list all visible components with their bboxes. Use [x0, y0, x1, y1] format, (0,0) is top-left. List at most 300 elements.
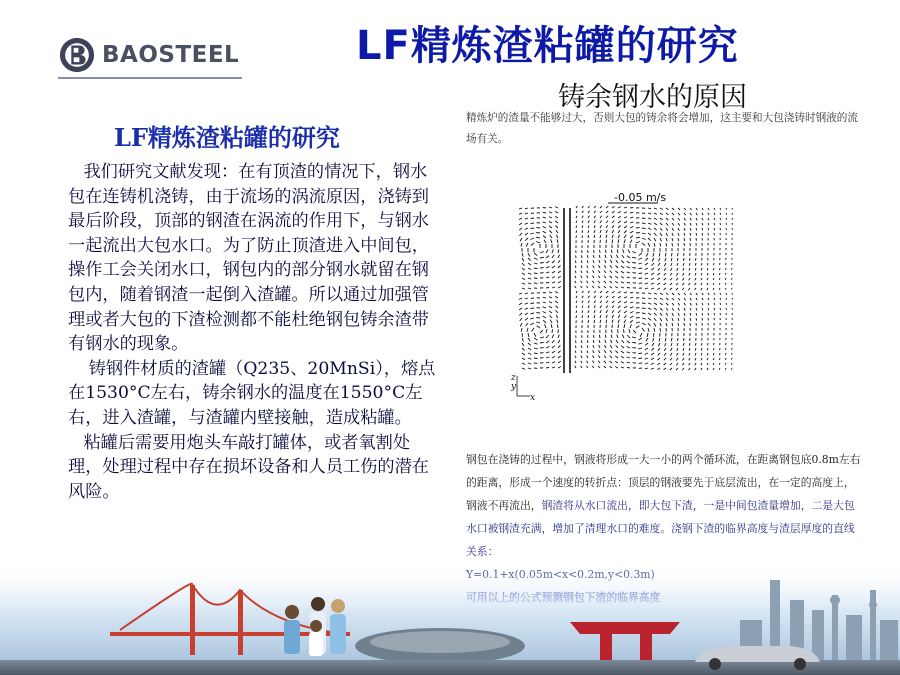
velocity-vector: [611, 250, 612, 254]
velocity-vector: [660, 323, 661, 326]
velocity-vector: [713, 358, 714, 360]
velocity-vector: [612, 206, 615, 208]
velocity-vector: [725, 368, 726, 370]
velocity-vector: [696, 313, 697, 316]
velocity-vector: [611, 340, 613, 343]
velocity-vector: [645, 363, 648, 364]
velocity-vector: [672, 233, 673, 236]
velocity-vector: [540, 257, 544, 258]
velocity-vector: [683, 353, 684, 356]
velocity-vector: [672, 208, 674, 210]
velocity-vector: [586, 366, 588, 368]
velocity-vector: [659, 258, 661, 261]
velocity-vector: [540, 342, 544, 343]
velocity-vector: [528, 263, 531, 265]
velocity-vector: [682, 283, 684, 285]
velocity-vector: [521, 243, 522, 247]
velocity-vector: [648, 328, 649, 332]
velocity-vector: [702, 223, 703, 225]
velocity-vector: [581, 276, 582, 278]
velocity-vector: [671, 258, 672, 261]
velocity-vector: [684, 238, 685, 241]
velocity-vector: [665, 343, 666, 346]
velocity-vector: [534, 333, 536, 337]
logo-text: BAOSTEEL: [102, 42, 240, 68]
velocity-vector: [604, 356, 606, 358]
velocity-vector: [677, 263, 678, 266]
velocity-vector: [594, 216, 596, 218]
velocity-vector: [684, 223, 685, 226]
velocity-vector: [678, 298, 680, 300]
velocity-vector: [632, 263, 636, 264]
velocity-vector: [658, 268, 660, 271]
velocity-vector: [707, 358, 708, 360]
velocity-vector: [636, 322, 640, 323]
velocity-vector: [576, 301, 577, 303]
velocity-vector: [555, 207, 558, 208]
velocity-vector: [530, 238, 534, 240]
velocity-vector: [683, 263, 684, 266]
velocity-vector: [714, 293, 715, 295]
velocity-vector: [552, 261, 555, 264]
velocity-vector: [536, 322, 540, 323]
axis-x-label: x: [530, 393, 536, 403]
velocity-vector: [536, 242, 540, 244]
velocity-vector: [708, 308, 709, 310]
velocity-vector: [546, 261, 549, 263]
velocity-vector: [648, 318, 651, 320]
velocity-vector: [581, 281, 582, 283]
velocity-vector: [713, 363, 714, 365]
velocity-vector: [624, 226, 627, 228]
velocity-vector: [606, 211, 608, 213]
velocity-vector: [696, 318, 697, 321]
velocity-vector: [528, 368, 531, 369]
velocity-vector: [594, 315, 595, 318]
velocity-vector: [555, 221, 558, 223]
velocity-vector: [642, 313, 646, 314]
velocity-vector: [522, 358, 525, 360]
velocity-vector: [670, 288, 672, 290]
velocity-vector: [683, 348, 684, 351]
velocity-vector: [720, 298, 721, 300]
velocity-vector: [552, 271, 555, 273]
velocity-vector: [678, 223, 680, 226]
velocity-vector: [678, 323, 679, 326]
velocity-vector: [556, 315, 558, 318]
velocity-vector: [636, 233, 640, 234]
velocity-vector: [720, 303, 721, 305]
velocity-vector: [576, 231, 577, 234]
velocity-vector: [525, 303, 528, 304]
velocity-vector: [528, 343, 531, 345]
velocity-vector: [648, 208, 651, 209]
velocity-vector: [645, 348, 648, 350]
velocity-vector: [696, 308, 697, 311]
velocity-vector: [677, 268, 678, 271]
velocity-vector: [556, 230, 558, 233]
velocity-vector: [617, 249, 618, 253]
velocity-vector: [522, 278, 525, 280]
velocity-vector: [600, 310, 601, 313]
velocity-vector: [534, 268, 538, 269]
velocity-vector: [708, 303, 709, 305]
velocity-vector: [610, 350, 612, 353]
velocity-vector: [684, 218, 686, 220]
velocity-vector: [648, 323, 650, 326]
velocity-vector: [638, 263, 642, 264]
velocity-vector: [546, 329, 547, 333]
velocity-vector: [549, 231, 552, 234]
velocity-vector: [582, 301, 583, 303]
velocity-vector: [618, 306, 621, 308]
velocity-vector: [582, 225, 583, 228]
velocity-vector: [627, 277, 630, 278]
velocity-vector: [701, 348, 702, 351]
velocity-vector: [599, 345, 600, 348]
velocity-vector: [612, 296, 615, 298]
velocity-vector: [659, 253, 660, 257]
velocity-vector: [522, 368, 525, 369]
velocity-vector: [624, 315, 627, 318]
velocity-vector: [552, 255, 554, 258]
velocity-vector: [664, 268, 666, 271]
velocity-vector: [689, 358, 690, 360]
velocity-vector: [520, 318, 522, 321]
velocity-vector: [654, 308, 657, 310]
velocity-vector: [612, 221, 614, 223]
velocity-vector: [684, 313, 685, 316]
velocity-vector: [714, 223, 715, 225]
velocity-vector: [576, 211, 577, 213]
velocity-vector: [648, 293, 651, 294]
velocity-vector: [725, 358, 726, 360]
velocity-vector: [666, 308, 668, 311]
velocity-vector: [654, 223, 657, 225]
velocity-vector: [587, 271, 588, 274]
velocity-vector: [645, 258, 648, 261]
velocity-vector: [642, 318, 646, 319]
velocity-vector: [651, 353, 654, 355]
velocity-vector: [546, 282, 549, 283]
velocity-vector: [576, 216, 577, 218]
velocity-vector: [695, 273, 696, 275]
velocity-vector: [549, 212, 552, 213]
paragraph-research: 我们研究文献发现：在有顶渣的情况下，钢水包在连铸机浇铸，由于流场的涡流原因，浇铸到最后阶段，顶部的钢渣在涡流的作用下，与钢水一起流出大包水口。为了防止顶渣进入中间包，操作工会关闭水口，钢包内的部分钢水就留在钢包内，随着钢渣一起倒入渣罐。所以通过加强管理或者大包的下渣检测都不能杜绝钢包铸余渣带有钢水的现象。: [68, 162, 429, 355]
velocity-vector: [654, 318, 656, 321]
velocity-vector: [707, 283, 708, 285]
velocity-vector: [702, 213, 703, 215]
velocity-vector: [638, 353, 642, 354]
velocity-vector: [543, 222, 546, 223]
section-subtitle: 铸余钢水的原因: [558, 82, 747, 113]
velocity-vector: [666, 218, 668, 220]
velocity-vector: [588, 235, 589, 238]
velocity-vector: [627, 352, 630, 353]
velocity-vector: [588, 211, 590, 213]
velocity-vector: [690, 233, 691, 236]
velocity-vector: [546, 335, 549, 338]
velocity-vector: [555, 296, 558, 298]
velocity-vector: [689, 343, 690, 346]
velocity-vector: [594, 310, 595, 313]
velocity-vector: [630, 324, 631, 328]
velocity-vector: [666, 223, 668, 225]
velocity-vector: [689, 283, 691, 285]
velocity-vector: [648, 313, 651, 315]
velocity-vector: [678, 293, 680, 295]
velocity-vector: [525, 308, 528, 309]
velocity-vector: [713, 288, 714, 290]
velocity-vector: [552, 282, 555, 283]
velocity-vector: [582, 310, 583, 313]
velocity-vector: [660, 228, 662, 231]
axis-y-label: y: [511, 382, 517, 392]
velocity-vector: [612, 315, 614, 318]
velocity-vector: [666, 318, 667, 321]
velocity-vector: [556, 226, 559, 229]
velocity-vector: [528, 278, 531, 279]
velocity-vector: [701, 263, 702, 266]
velocity-vector: [552, 340, 554, 343]
velocity-vector: [581, 260, 582, 263]
velocity-vector: [534, 358, 538, 359]
velocity-vector: [616, 345, 618, 348]
velocity-vector: [558, 260, 560, 263]
velocity-vector: [684, 293, 686, 295]
velocity-vector: [612, 320, 613, 323]
velocity-vector: [695, 268, 696, 271]
velocity-vector: [719, 278, 720, 280]
velocity-vector: [615, 281, 618, 283]
velocity-vector: [689, 353, 690, 356]
velocity-vector: [690, 313, 691, 316]
velocity-vector: [611, 255, 612, 258]
velocity-vector: [660, 293, 663, 295]
velocity-vector: [549, 292, 552, 293]
velocity-vector: [654, 303, 657, 305]
velocity-vector: [606, 235, 607, 238]
velocity-vector: [725, 288, 726, 290]
velocity-vector: [612, 291, 615, 293]
velocity-vector: [576, 296, 577, 298]
velocity-vector: [726, 308, 727, 310]
velocity-vector: [552, 356, 555, 358]
velocity-vector: [582, 235, 583, 238]
velocity-vector: [558, 255, 560, 258]
velocity-vector: [576, 206, 577, 208]
city-skyline-banner: [0, 560, 900, 675]
velocity-vector: [630, 217, 633, 218]
velocity-vector: [519, 313, 522, 315]
velocity-vector: [598, 356, 600, 359]
velocity-vector: [587, 265, 588, 268]
velocity-vector: [558, 271, 561, 273]
velocity-vector: [720, 223, 721, 225]
velocity-vector: [726, 303, 727, 305]
velocity-vector: [671, 348, 673, 351]
velocity-vector: [708, 213, 709, 215]
velocity-vector: [642, 303, 646, 304]
velocity-vector: [540, 263, 544, 264]
velocity-vector: [731, 288, 732, 290]
velocity-vector: [552, 249, 553, 253]
velocity-vector: [588, 310, 589, 313]
velocity-vector-field: [519, 206, 733, 373]
velocity-vector: [648, 243, 650, 247]
velocity-vector: [576, 340, 577, 343]
velocity-vector: [707, 368, 708, 370]
velocity-vector: [598, 276, 600, 278]
velocity-vector: [534, 253, 537, 256]
velocity-vector: [696, 233, 697, 236]
road: [0, 660, 900, 675]
velocity-vector: [720, 218, 721, 220]
velocity-vector: [612, 306, 614, 309]
velocity-vector: [719, 273, 720, 275]
velocity-vector: [665, 253, 666, 256]
velocity-vector: [660, 233, 662, 236]
velocity-vector: [600, 220, 602, 223]
velocity-vector: [633, 330, 636, 333]
velocity-vector: [684, 213, 686, 215]
velocity-vector: [519, 223, 522, 225]
velocity-vector: [677, 353, 679, 356]
velocity-vector: [642, 323, 646, 325]
velocity-vector: [654, 243, 655, 247]
velocity-vector: [720, 213, 721, 215]
velocity-vector: [664, 283, 666, 285]
velocity-vector: [522, 253, 523, 257]
velocity-vector: [575, 356, 576, 358]
velocity-vector: [546, 267, 549, 268]
velocity-vector: [658, 263, 660, 266]
velocity-vector: [598, 281, 600, 283]
velocity-vector: [616, 255, 618, 258]
velocity-vector: [551, 239, 552, 243]
velocity-vector: [594, 235, 595, 238]
velocity-vector: [630, 231, 633, 233]
velocity-vector: [592, 281, 594, 283]
velocity-vector: [651, 288, 654, 289]
velocity-vector: [684, 303, 686, 305]
velocity-vector: [654, 298, 657, 299]
velocity-vector: [695, 353, 696, 356]
velocity-vector: [627, 256, 630, 258]
velocity-vector: [708, 293, 709, 295]
velocity-vector: [684, 338, 685, 341]
velocity-vector: [581, 366, 582, 368]
velocity-vector: [519, 208, 522, 209]
velocity-vector: [702, 218, 703, 220]
velocity-vector: [636, 326, 639, 328]
velocity-vector: [528, 338, 530, 341]
velocity-vector: [522, 258, 524, 261]
velocity-vector: [648, 218, 651, 219]
velocity-vector: [528, 363, 531, 364]
velocity-vector: [624, 212, 627, 213]
velocity-vector: [543, 231, 546, 233]
velocity-vector: [664, 273, 666, 275]
velocity-vector: [528, 273, 531, 274]
velocity-vector: [726, 218, 727, 220]
velocity-vector: [594, 301, 596, 303]
velocity-vector: [654, 233, 657, 236]
velocity-vector: [648, 213, 651, 214]
velocity-vector: [540, 330, 543, 333]
velocity-vector: [672, 298, 674, 300]
velocity-vector: [642, 238, 646, 240]
velocity-vector: [581, 265, 582, 268]
left-column-title: LF精炼渣粘罐的研究: [114, 123, 340, 152]
velocity-vector: [695, 278, 696, 280]
velocity-vector: [657, 288, 660, 290]
velocity-vector: [618, 324, 619, 328]
velocity-vector: [594, 291, 596, 293]
velocity-vector: [654, 333, 655, 337]
velocity-vector: [657, 368, 660, 370]
velocity-vector: [684, 298, 686, 300]
velocity-vector: [720, 208, 721, 210]
velocity-vector: [534, 258, 538, 260]
velocity-vector: [543, 307, 546, 308]
velocity-vector: [557, 320, 558, 323]
velocity-vector: [552, 351, 555, 353]
velocity-vector: [624, 311, 627, 313]
velocity-vector: [629, 329, 630, 333]
velocity-vector: [592, 286, 594, 288]
velocity-vector: [638, 343, 642, 344]
velocity-vector: [552, 329, 553, 333]
velocity-vector: [627, 335, 630, 338]
velocity-vector: [702, 343, 703, 346]
velocity-vector: [593, 340, 594, 343]
velocity-vector: [672, 253, 673, 256]
velocity-vector: [534, 263, 538, 264]
velocity-vector: [543, 292, 546, 293]
velocity-vector: [696, 258, 697, 261]
velocity-vector: [588, 305, 589, 308]
velocity-vector: [671, 343, 672, 346]
velocity-vector: [642, 243, 645, 246]
velocity-vector: [642, 308, 646, 309]
velocity-vector: [618, 221, 621, 223]
velocity-vector: [695, 368, 696, 370]
velocity-vector: [707, 278, 708, 280]
velocity-vector: [690, 308, 691, 311]
velocity-vector: [636, 237, 640, 238]
velocity-vector: [726, 273, 727, 275]
velocity-vector: [624, 239, 625, 243]
velocity-vector: [732, 358, 733, 360]
velocity-vector: [714, 208, 715, 210]
velocity-vector: [522, 333, 523, 337]
velocity-vector: [621, 271, 624, 273]
velocity-vector: [588, 206, 590, 208]
velocity-vector: [670, 268, 672, 271]
velocity-vector: [552, 277, 555, 278]
velocity-vector: [690, 228, 691, 231]
velocity-vector: [522, 273, 525, 275]
velocity-vector: [690, 318, 691, 321]
velocity-vector: [696, 293, 697, 295]
description-line-1: 钢包在浇铸的过程中，钢液将形成一大一小的两个循环流，在距离钢包底0.8m左右的距离，形成一个速度的转折点：顶层的钢液要先于底层流出，在一定的高度上，钢液不再流出，: [466, 453, 861, 512]
velocity-vector: [604, 276, 606, 278]
velocity-vector: [594, 305, 595, 308]
velocity-vector: [624, 292, 627, 293]
velocity-vector: [683, 358, 685, 361]
velocity-vector: [555, 211, 558, 213]
